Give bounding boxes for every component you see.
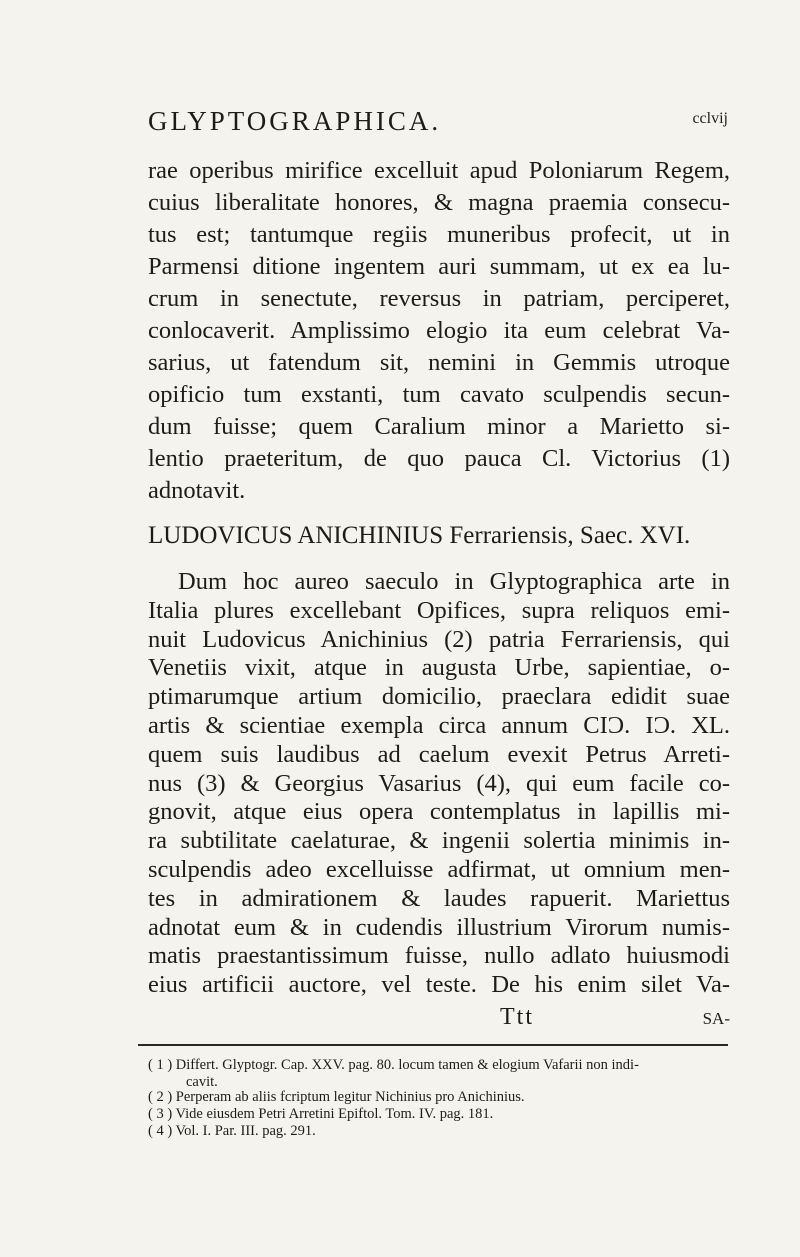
body-line: cuius liberalitate honores, & magna praemia consecu-: [148, 189, 730, 216]
body-line: lentio praeteritum, de quo pauca Cl. Victorius (1): [148, 445, 730, 472]
body-line: Dum hoc aureo saeculo in Glyptographica arte in: [178, 568, 730, 595]
running-title: GLYPTOGRAPHICA.: [148, 106, 442, 136]
body-line: tes in admirationem & laudes rapuerit. Mariettus: [148, 884, 730, 912]
body-line: conlocaverit. Amplissimo elogio ita eum celebrat Va-: [148, 317, 730, 344]
footnote: ( 3 ) Vide eiusdem Petri Arretini Epiftol. Tom. IV. pag. 181.: [148, 1106, 494, 1122]
footnote: ( 1 ) Differt. Glyptogr. Cap. XXV. pag. 80. locum tamen & elogium Vafarii non indi-: [148, 1057, 639, 1073]
body-line: tus est; tantumque regiis muneribus profecit, ut in: [148, 221, 730, 248]
body-line: gnovit, atque eius opera contemplatus in lapillis mi-: [148, 798, 730, 826]
body-line: ra subtilitate caelaturae, & ingenii solertia minimis in-: [148, 827, 730, 855]
body-line: Parmensi ditione ingentem auri summam, ut ex ea lu-: [148, 253, 730, 280]
body-line: Italia plures excellebant Opifices, supra reliquos emi-: [148, 596, 730, 624]
footnote-continuation: cavit.: [186, 1074, 218, 1090]
section-heading: LUDOVICUS ANICHINIUS Ferrariensis, Saec. XVI.: [148, 522, 691, 549]
signature-line: [148, 1001, 730, 1033]
body-line: rae operibus mirifice excelluit apud Poloniarum Regem,: [148, 157, 730, 184]
body-line: quem suis laudibus ad caelum evexit Petrus Arreti-: [148, 740, 730, 768]
footnote-rule: [138, 1044, 728, 1046]
catchword: SA-: [702, 1009, 730, 1028]
running-head: [148, 106, 728, 146]
body-line: sarius, ut fatendum sit, nemini in Gemmis utroque: [148, 349, 730, 376]
footnote: ( 2 ) Perperam ab aliis fcriptum legitur Nichinius pro Anichinius.: [148, 1089, 525, 1105]
body-line: nus (3) & Georgius Vasarius (4), qui eum facile co-: [148, 769, 730, 797]
footnote: ( 4 ) Vol. I. Par. III. pag. 291.: [148, 1123, 316, 1139]
body-line: sculpendis adeo excelluisse adfirmat, ut omnium men-: [148, 856, 730, 883]
body-line: opificio tum exstanti, tum cavato sculpendis secun-: [148, 381, 730, 408]
body-line: eius artificii auctore, vel teste. De his enim silet Va-: [148, 971, 730, 999]
body-line: nuit Ludovicus Anichinius (2) patria Ferrariensis, qui: [148, 625, 730, 653]
body-line: ptimarumque artium domicilio, praeclara edidit suae: [148, 683, 730, 711]
body-line: crum in senectute, reversus in patriam, perciperet,: [148, 285, 730, 312]
page-number: cclvij: [692, 110, 728, 127]
body-line: matis praestantissimum fuisse, nullo adlato huiusmodi: [148, 942, 730, 970]
body-line: Venetiis vixit, atque in augusta Urbe, sapientiae, o-: [148, 654, 730, 682]
body-line: dum fuisse; quem Caralium minor a Marietto si-: [148, 413, 730, 440]
body-line: artis & scientiae exempla circa annum CIƆ. IƆ. XL.: [148, 712, 730, 739]
signature-mark: Ttt: [500, 1004, 534, 1030]
body-line: adnotavit.: [148, 477, 246, 504]
body-line: adnotat eum & in cudendis illustrium Virorum numis-: [148, 913, 730, 941]
